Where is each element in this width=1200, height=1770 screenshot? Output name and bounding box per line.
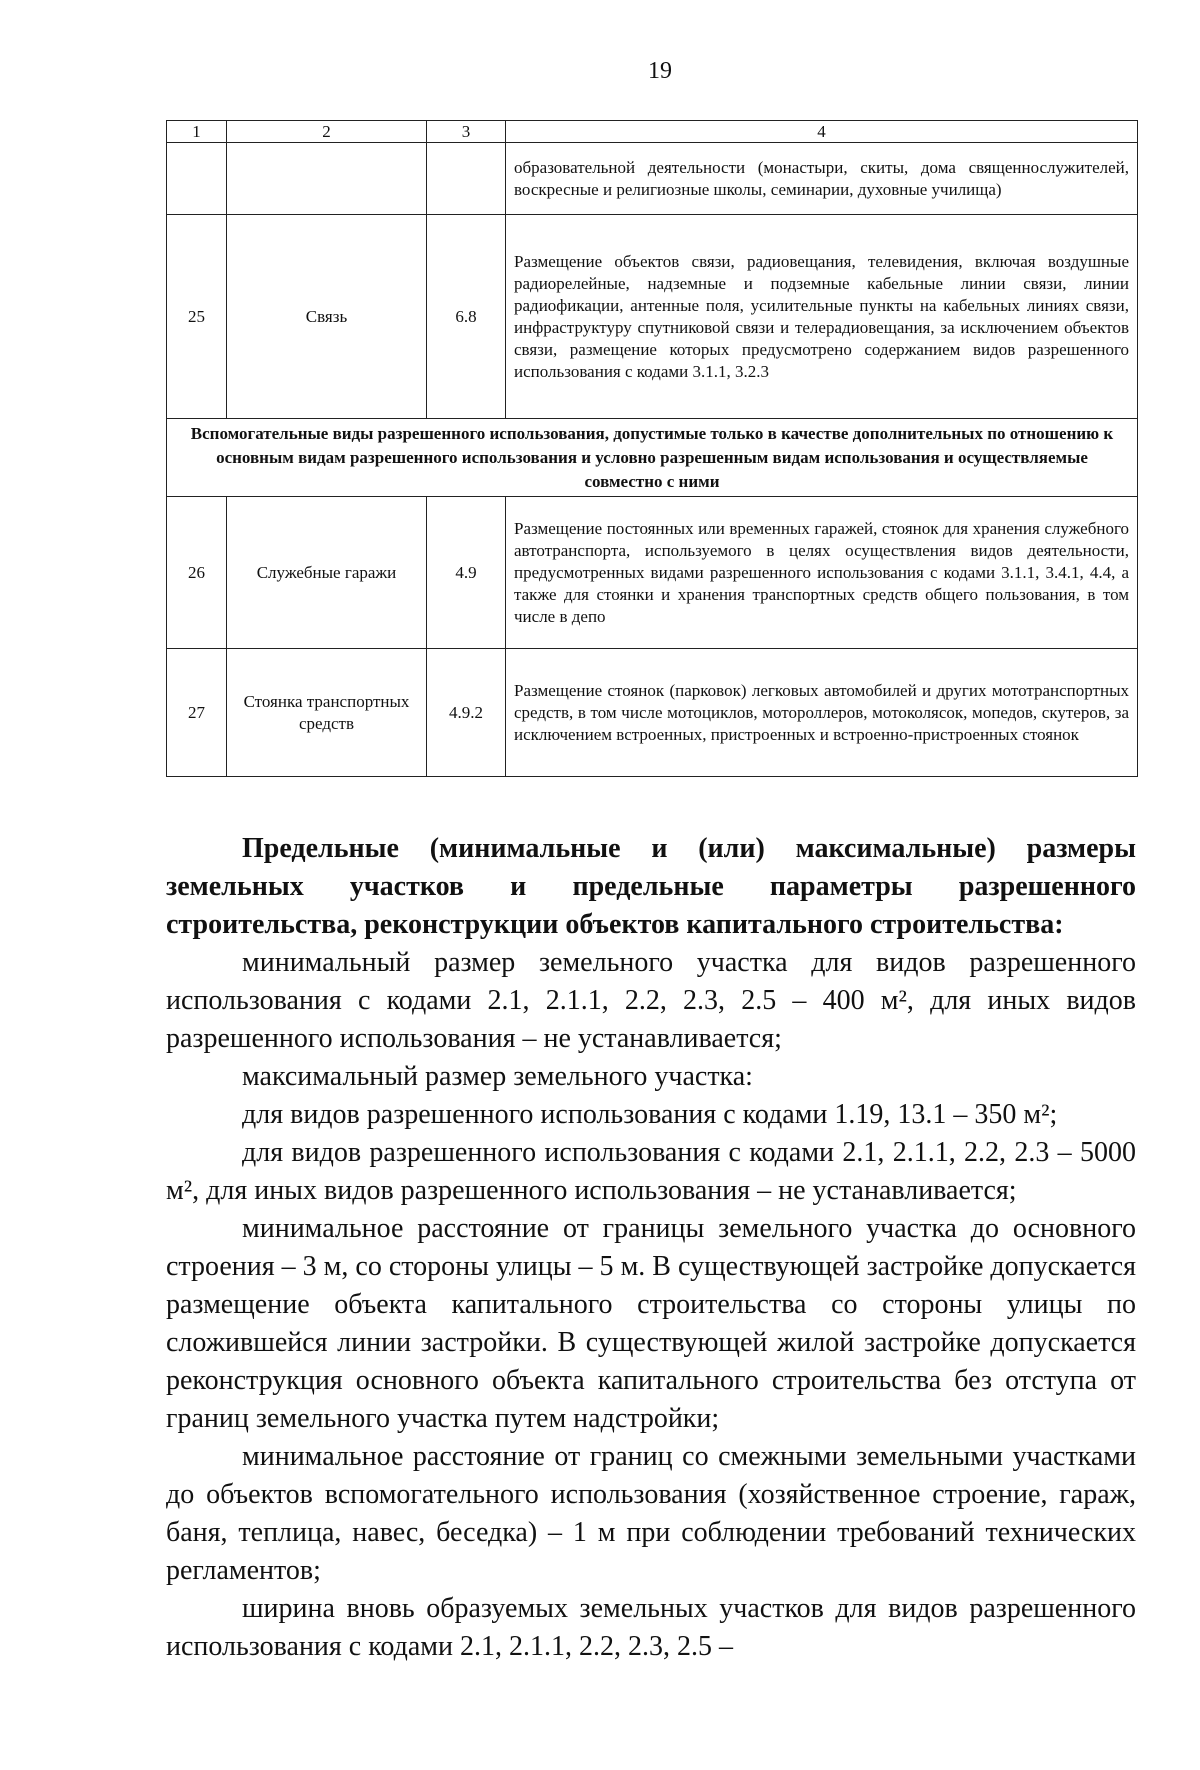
page-number: 19 — [648, 58, 672, 84]
table-row — [167, 215, 1138, 419]
table-cell-description: образовательной деятельности (монастыри, скиты, дома священнослужителей, воскресные и религиозные школы, семинарии, духовные училища) — [506, 143, 1138, 215]
paragraph: для видов разрешенного использования с кодами 2.1, 2.1.1, 2.2, 2.3 – 5000 м², для иных видов разрешенного использования – не устанавливается; — [166, 1137, 1136, 1206]
table-cell-empty — [227, 143, 427, 215]
header-col-3: 3 — [427, 121, 506, 143]
table-cell-name: Стоянка транспортных средств — [227, 649, 427, 777]
paragraph: для видов разрешенного использования с кодами 1.19, 13.1 – 350 м²; — [242, 1099, 1058, 1130]
header-col-4: 4 — [506, 121, 1138, 143]
paragraph: ширина вновь образуемых земельных участков для видов разрешенного использования с кодами 2.1, 2.1.1, 2.2, 2.3, 2.5 – — [166, 1593, 1136, 1662]
header-col-1: 1 — [167, 121, 227, 143]
table-header-row — [167, 121, 1138, 143]
section-title: Вспомогательные виды разрешенного использования, допустимые только в качестве дополнительных по отношению к основным видам разрешенного использования и условно разрешенным видам использования и осуществляемые совместно с ними — [167, 419, 1138, 497]
table-row — [167, 497, 1138, 649]
table-cell-number: 26 — [167, 497, 227, 649]
table-cell-name: Служебные гаражи — [227, 497, 427, 649]
table-cell-code: 4.9 — [427, 497, 506, 649]
paragraph: минимальный размер земельного участка для видов разрешенного использования с кодами 2.1, 2.1.1, 2.2, 2.3, 2.5 – 400 м², для иных видов разрешенного использования – не устанавливается; — [166, 947, 1136, 1054]
paragraph: минимальное расстояние от границ со смежными земельными участками до объектов вспомогательного использования (хозяйственное строение, гараж, баня, теплица, навес, беседка) – 1 м при соблюдении требований технических регламентов; — [166, 1441, 1136, 1586]
table-row-continuation — [167, 143, 1138, 215]
table-cell-number: 27 — [167, 649, 227, 777]
table-cell-description: Размещение стоянок (парковок) легковых автомобилей и других мототранспортных средств, в том числе мотоциклов, мотороллеров, мотоколясок, мопедов, скутеров, за исключением встроенных, пристроенных и встроенно-пристроенных стоянок — [506, 649, 1138, 777]
body-text — [166, 830, 1136, 1666]
table-row — [167, 649, 1138, 777]
table-cell-description: Размещение объектов связи, радиовещания, телевидения, включая воздушные радиорелейные, надземные и подземные кабельные линии связи, линии радиофикации, антенные поля, усилительные пункты на кабельных линиях связи, инфраструктуру спутниковой связи и телерадиовещания, за исключением объектов связи, размещение которых предусмотрено содержанием видов разрешенного использования с кодами 3.1.1, 3.2.3 — [506, 215, 1138, 419]
header-col-2: 2 — [227, 121, 427, 143]
table-cell-empty — [427, 143, 506, 215]
paragraph: минимальное расстояние от границы земельного участка до основного строения – 3 м, со стороны улицы – 5 м. В существующей застройке допускается размещение объекта капитального строительства со стороны улицы по сложившейся линии застройки. В существующей жилой застройке допускается реконструкция основного объекта капитального строительства без отступа от границ земельного участка путем надстройки; — [166, 1213, 1136, 1434]
table-cell-name: Связь — [227, 215, 427, 419]
table-section-row — [167, 419, 1138, 497]
paragraph: максимальный размер земельного участка: — [242, 1061, 753, 1092]
table-cell-description: Размещение постоянных или временных гаражей, стоянок для хранения служебного автотранспорта, используемого в целях осуществления видов деятельности, предусмотренных видами разрешенного использования с кодами 3.1.1, 3.4.1, 4.4, а также для стоянки и хранения транспортных средств общего пользования, в том числе в депо — [506, 497, 1138, 649]
table-cell-number: 25 — [167, 215, 227, 419]
table-cell-empty — [167, 143, 227, 215]
table-cell-code: 6.8 — [427, 215, 506, 419]
land-use-table — [166, 120, 1138, 777]
table-cell-code: 4.9.2 — [427, 649, 506, 777]
section-heading: Предельные (минимальные и (или) максимальные) размеры земельных участков и предельные параметры разрешенного строительства, реконструкции объектов капитального строительства: — [166, 833, 1136, 940]
